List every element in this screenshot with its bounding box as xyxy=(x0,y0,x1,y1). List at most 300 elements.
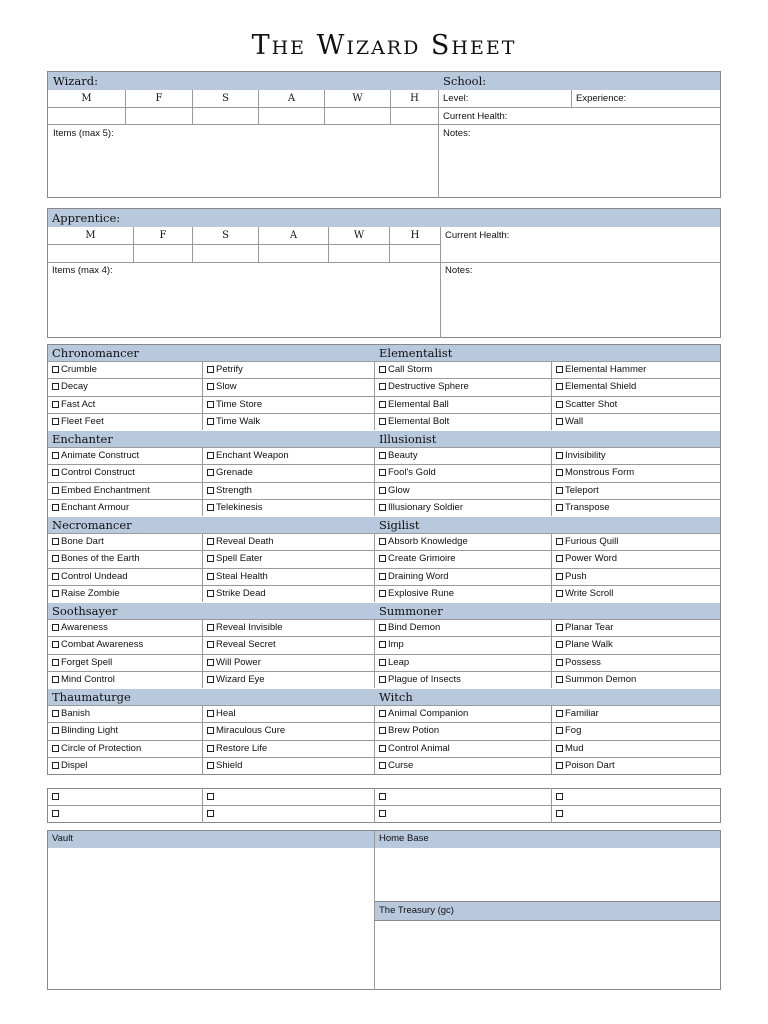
spell-label: Shield xyxy=(216,759,243,771)
spell-item[interactable] xyxy=(52,416,104,427)
spell-checkbox[interactable] xyxy=(207,418,214,425)
spell-col-line xyxy=(202,533,203,602)
spell-item[interactable] xyxy=(379,485,410,496)
school-name-elementalist: Elementalist xyxy=(379,346,453,360)
spell-item[interactable] xyxy=(52,450,139,461)
spell-checkbox[interactable] xyxy=(556,452,563,459)
spell-label: Explosive Rune xyxy=(388,587,455,599)
spell-label: Elemental Bolt xyxy=(388,415,450,427)
spell-item[interactable] xyxy=(207,725,285,736)
wizard-stats-line-1 xyxy=(47,107,439,108)
spell-row-line xyxy=(47,636,721,637)
spell-item[interactable] xyxy=(556,588,613,599)
spell-checkbox[interactable] xyxy=(52,573,59,580)
spell-label: Poison Dart xyxy=(565,759,615,771)
spell-checkbox[interactable] xyxy=(207,538,214,545)
spell-checkbox[interactable] xyxy=(379,366,386,373)
spell-item[interactable] xyxy=(207,502,262,513)
spell-item[interactable] xyxy=(556,399,617,410)
spell-label: Restore Life xyxy=(216,742,268,754)
spell-checkbox[interactable] xyxy=(207,573,214,580)
spell-item[interactable] xyxy=(52,399,95,410)
wizard-level-divider xyxy=(571,90,572,107)
school-name-summoner: Summoner xyxy=(379,604,443,618)
spell-label: Reveal Secret xyxy=(216,639,276,651)
spell-row-line xyxy=(47,447,721,448)
apprentice-stat-move: M xyxy=(85,230,96,241)
spell-item[interactable] xyxy=(207,622,283,633)
spell-item[interactable] xyxy=(207,639,276,650)
spell-item[interactable] xyxy=(556,674,636,685)
spell-item[interactable] xyxy=(207,485,252,496)
extra-spell-checkbox[interactable] xyxy=(52,810,59,817)
extra-spell-checkbox[interactable] xyxy=(52,793,59,800)
spell-item[interactable] xyxy=(207,708,236,719)
spell-label: Plane Walk xyxy=(565,639,613,651)
spell-checkbox[interactable] xyxy=(207,487,214,494)
spell-label: Mud xyxy=(565,742,584,754)
spell-col-line xyxy=(551,705,552,774)
spell-label: Crumble xyxy=(61,364,97,376)
spell-label: Call Storm xyxy=(388,364,433,376)
spell-label: Furious Quill xyxy=(565,536,619,548)
spell-item[interactable] xyxy=(379,622,440,633)
spell-checkbox[interactable] xyxy=(52,383,59,390)
spell-checkbox[interactable] xyxy=(52,641,59,648)
spell-checkbox[interactable] xyxy=(556,469,563,476)
spell-label: Dispel xyxy=(61,759,88,771)
spell-col-line xyxy=(551,361,552,430)
spell-item[interactable] xyxy=(207,674,265,685)
spell-col-line xyxy=(551,619,552,688)
spell-checkbox[interactable] xyxy=(207,383,214,390)
school-name-sigilist: Sigilist xyxy=(379,518,420,532)
spell-checkbox[interactable] xyxy=(52,624,59,631)
spell-checkbox[interactable] xyxy=(379,727,386,734)
wizard-stat-will: W xyxy=(352,93,363,104)
wizard-items-label: Items (max 5): xyxy=(53,128,114,139)
spell-item[interactable] xyxy=(379,450,418,461)
spell-item[interactable] xyxy=(52,485,150,496)
spell-label: Awareness xyxy=(61,622,108,634)
spell-checkbox[interactable] xyxy=(379,555,386,562)
spell-col-line xyxy=(374,447,375,516)
spell-checkbox[interactable] xyxy=(556,383,563,390)
spell-label: Animate Construct xyxy=(61,450,140,462)
spell-item[interactable] xyxy=(379,502,463,513)
spell-checkbox[interactable] xyxy=(379,504,386,511)
school-name-soothsayer: Soothsayer xyxy=(52,604,118,618)
spell-checkbox[interactable] xyxy=(52,469,59,476)
spell-label: Fog xyxy=(565,725,582,737)
spell-item[interactable] xyxy=(556,364,646,375)
apprentice-stat-health: H xyxy=(410,230,420,241)
spell-label: Combat Awareness xyxy=(61,639,144,651)
spell-label: Elemental Hammer xyxy=(565,364,647,376)
wizard-stat-armour: A xyxy=(287,93,296,104)
treasury-label: The Treasury (gc) xyxy=(379,905,454,916)
spell-label: Possess xyxy=(565,656,601,668)
spell-label: Summon Demon xyxy=(565,673,637,685)
spell-item[interactable] xyxy=(556,450,606,461)
spell-item[interactable] xyxy=(556,657,601,668)
spell-checkbox[interactable] xyxy=(207,727,214,734)
spell-item[interactable] xyxy=(52,502,129,513)
spell-item[interactable] xyxy=(556,760,615,771)
spell-checkbox[interactable] xyxy=(52,538,59,545)
spell-label: Circle of Protection xyxy=(61,742,142,754)
spell-checkbox[interactable] xyxy=(52,745,59,752)
school-name-thaumaturge: Thaumaturge xyxy=(52,690,131,704)
spell-item[interactable] xyxy=(379,467,436,478)
spell-item[interactable] xyxy=(207,381,237,392)
spell-checkbox[interactable] xyxy=(556,366,563,373)
spell-col-line xyxy=(374,361,375,430)
spell-label: Enchant Armour xyxy=(61,501,130,513)
apprentice-stat-armour: A xyxy=(289,230,298,241)
spell-checkbox[interactable] xyxy=(379,676,386,683)
school-name-witch: Witch xyxy=(379,690,413,704)
spell-checkbox[interactable] xyxy=(207,504,214,511)
spell-item[interactable] xyxy=(379,588,454,599)
spell-col-line xyxy=(374,533,375,602)
school-label: School: xyxy=(443,74,487,88)
spell-col-line xyxy=(374,619,375,688)
wizard-header-bar xyxy=(48,72,720,90)
school-name-enchanter: Enchanter xyxy=(52,432,113,446)
spell-label: Elemental Shield xyxy=(565,381,637,393)
spell-item[interactable] xyxy=(556,502,610,513)
spell-label: Banish xyxy=(61,708,91,720)
apprentice-stats-line-2 xyxy=(47,262,721,263)
spell-item[interactable] xyxy=(207,399,262,410)
spell-row-line xyxy=(47,757,721,758)
extra-spell-checkbox[interactable] xyxy=(379,793,386,800)
wizard-stat-move: M xyxy=(81,93,92,104)
spell-item[interactable] xyxy=(207,450,289,461)
spell-checkbox[interactable] xyxy=(379,418,386,425)
spell-checkbox[interactable] xyxy=(52,366,59,373)
spell-checkbox[interactable] xyxy=(379,383,386,390)
spell-item[interactable] xyxy=(52,553,140,564)
extra-spell-checkbox[interactable] xyxy=(556,810,563,817)
spell-checkbox[interactable] xyxy=(556,659,563,666)
spell-label: Mind Control xyxy=(61,673,115,685)
spell-label: Wizard Eye xyxy=(216,673,265,685)
spell-col-line xyxy=(202,619,203,688)
spell-item[interactable] xyxy=(379,416,449,427)
spell-label: Raise Zombie xyxy=(61,587,120,599)
spell-checkbox[interactable] xyxy=(52,659,59,666)
spell-checkbox[interactable] xyxy=(379,469,386,476)
spell-item[interactable] xyxy=(207,588,266,599)
wizard-panel xyxy=(47,71,721,198)
spell-item[interactable] xyxy=(556,571,587,582)
spell-item[interactable] xyxy=(207,571,268,582)
spell-label: Bind Demon xyxy=(388,622,441,634)
spell-checkbox[interactable] xyxy=(207,676,214,683)
spell-row-line xyxy=(47,722,721,723)
spell-item[interactable] xyxy=(379,760,413,771)
spell-checkbox[interactable] xyxy=(207,745,214,752)
spell-checkbox[interactable] xyxy=(207,452,214,459)
spell-checkbox[interactable] xyxy=(556,624,563,631)
extra-spell-checkbox[interactable] xyxy=(207,793,214,800)
apprentice-stat-fight: F xyxy=(159,230,167,241)
spell-item[interactable] xyxy=(379,674,461,685)
spell-checkbox[interactable] xyxy=(207,590,214,597)
spell-checkbox[interactable] xyxy=(556,762,563,769)
spell-label: Leap xyxy=(388,656,410,668)
spell-col-line xyxy=(202,447,203,516)
spell-item[interactable] xyxy=(52,760,87,771)
spell-checkbox[interactable] xyxy=(379,659,386,666)
spell-item[interactable] xyxy=(52,674,115,685)
spell-col-line xyxy=(202,705,203,774)
spell-row-line xyxy=(47,568,721,569)
spell-checkbox[interactable] xyxy=(52,452,59,459)
spell-checkbox[interactable] xyxy=(556,555,563,562)
spell-label: Glow xyxy=(388,484,410,496)
wizard-level-label: Level: xyxy=(443,93,469,104)
spell-checkbox[interactable] xyxy=(379,745,386,752)
spell-item[interactable] xyxy=(379,399,449,410)
spell-item[interactable] xyxy=(556,708,599,719)
spell-item[interactable] xyxy=(52,536,104,547)
extra-spell-checkbox[interactable] xyxy=(556,793,563,800)
spell-label: Absorb Knowledge xyxy=(388,536,468,548)
spell-checkbox[interactable] xyxy=(556,504,563,511)
spell-item[interactable] xyxy=(379,639,404,650)
spell-item[interactable] xyxy=(556,416,583,427)
extra-spell-checkbox[interactable] xyxy=(207,810,214,817)
wizard-health-label: Current Health: xyxy=(443,111,508,122)
spell-item[interactable] xyxy=(52,708,90,719)
spell-item[interactable] xyxy=(52,657,112,668)
spell-checkbox[interactable] xyxy=(207,555,214,562)
spell-row-line xyxy=(47,499,721,500)
spell-checkbox[interactable] xyxy=(52,590,59,597)
spell-item[interactable] xyxy=(207,467,253,478)
spell-item[interactable] xyxy=(379,708,468,719)
spell-row-line xyxy=(47,585,721,586)
spell-item[interactable] xyxy=(207,536,274,547)
spell-row-line xyxy=(47,550,721,551)
apprentice-label: Apprentice: xyxy=(52,211,121,225)
spell-checkbox[interactable] xyxy=(556,727,563,734)
apprentice-health-label: Current Health: xyxy=(445,230,510,241)
spell-item[interactable] xyxy=(52,622,108,633)
spell-label: Fool's Gold xyxy=(388,467,436,479)
wizard-label: Wizard: xyxy=(53,74,98,88)
spell-label: Decay xyxy=(61,381,88,393)
spell-checkbox[interactable] xyxy=(379,487,386,494)
spell-checkbox[interactable] xyxy=(379,762,386,769)
wizard-stat-health: H xyxy=(410,93,419,104)
spell-item[interactable] xyxy=(556,485,599,496)
spell-row-line xyxy=(47,619,721,620)
spell-col-line xyxy=(202,361,203,430)
spell-checkbox[interactable] xyxy=(556,676,563,683)
extra-spells-col xyxy=(374,788,375,823)
spell-label: Fleet Feet xyxy=(61,415,104,427)
spell-checkbox[interactable] xyxy=(379,538,386,545)
spell-label: Teleport xyxy=(565,484,599,496)
wizard-notes-label: Notes: xyxy=(443,128,471,139)
school-name-chronomancer: Chronomancer xyxy=(52,346,139,360)
spell-checkbox[interactable] xyxy=(52,504,59,511)
spell-label: Spell Eater xyxy=(216,553,263,565)
spell-checkbox[interactable] xyxy=(556,538,563,545)
spell-checkbox[interactable] xyxy=(556,641,563,648)
spell-label: Slow xyxy=(216,381,237,393)
spell-checkbox[interactable] xyxy=(379,573,386,580)
spell-row-line xyxy=(47,482,721,483)
spell-label: Animal Companion xyxy=(388,708,469,720)
school-name-illusionist: Illusionist xyxy=(379,432,437,446)
wizard-experience-label: Experience: xyxy=(576,93,627,104)
spell-checkbox[interactable] xyxy=(207,366,214,373)
spell-checkbox[interactable] xyxy=(207,401,214,408)
spell-label: Draining Word xyxy=(388,570,449,582)
spell-col-line xyxy=(551,447,552,516)
spell-label: Grenade xyxy=(216,467,253,479)
spell-item[interactable] xyxy=(556,743,583,754)
spell-item[interactable] xyxy=(556,553,617,564)
spell-label: Illusionary Soldier xyxy=(388,501,463,513)
spell-label: Curse xyxy=(388,759,414,771)
extra-spell-checkbox[interactable] xyxy=(379,810,386,817)
spell-label: Monstrous Form xyxy=(565,467,635,479)
spell-item[interactable] xyxy=(556,639,613,650)
spell-item[interactable] xyxy=(52,571,128,582)
wizard-stats-line-2 xyxy=(47,124,721,125)
spell-item[interactable] xyxy=(379,571,449,582)
spell-checkbox[interactable] xyxy=(52,418,59,425)
spell-row-line xyxy=(47,533,721,534)
spell-label: Miraculous Cure xyxy=(216,725,286,737)
apprentice-stat-will: W xyxy=(353,230,365,241)
spell-checkbox[interactable] xyxy=(52,762,59,769)
spell-item[interactable] xyxy=(379,553,456,564)
spell-checkbox[interactable] xyxy=(52,555,59,562)
spell-checkbox[interactable] xyxy=(379,590,386,597)
spell-checkbox[interactable] xyxy=(207,762,214,769)
spell-label: Embed Enchantment xyxy=(61,484,150,496)
spell-checkbox[interactable] xyxy=(52,401,59,408)
spell-checkbox[interactable] xyxy=(379,641,386,648)
spell-item[interactable] xyxy=(52,639,143,650)
spell-checkbox[interactable] xyxy=(379,401,386,408)
spell-item[interactable] xyxy=(379,536,468,547)
vault-label: Vault xyxy=(52,833,73,844)
spell-row-line xyxy=(47,740,721,741)
spell-checkbox[interactable] xyxy=(556,418,563,425)
spell-label: Heal xyxy=(216,708,236,720)
spell-item[interactable] xyxy=(379,381,469,392)
apprentice-notes-label: Notes: xyxy=(445,265,473,276)
spell-label: Strike Dead xyxy=(216,587,266,599)
spell-item[interactable] xyxy=(207,364,243,375)
spell-checkbox[interactable] xyxy=(556,590,563,597)
spell-item[interactable] xyxy=(556,725,581,736)
spell-item[interactable] xyxy=(207,760,242,771)
spell-label: Destructive Sphere xyxy=(388,381,469,393)
spell-col-line xyxy=(551,533,552,602)
spell-item[interactable] xyxy=(556,536,618,547)
spell-checkbox[interactable] xyxy=(207,624,214,631)
spell-checkbox[interactable] xyxy=(379,710,386,717)
home-base-label: Home Base xyxy=(379,833,429,844)
spell-label: Time Store xyxy=(216,398,263,410)
spell-checkbox[interactable] xyxy=(207,659,214,666)
spell-checkbox[interactable] xyxy=(52,487,59,494)
spell-label: Will Power xyxy=(216,656,261,668)
spell-row-line xyxy=(47,396,721,397)
spell-item[interactable] xyxy=(52,467,135,478)
spell-label: Bones of the Earth xyxy=(61,553,140,565)
spell-item[interactable] xyxy=(556,467,634,478)
spell-checkbox[interactable] xyxy=(379,452,386,459)
spell-checkbox[interactable] xyxy=(207,710,214,717)
spell-checkbox[interactable] xyxy=(52,676,59,683)
spell-checkbox[interactable] xyxy=(556,710,563,717)
spell-label: Invisibility xyxy=(565,450,606,462)
spell-item[interactable] xyxy=(52,743,141,754)
spell-item[interactable] xyxy=(207,416,260,427)
school-name-necromancer: Necromancer xyxy=(52,518,132,532)
spell-item[interactable] xyxy=(556,622,613,633)
spell-label: Brew Potion xyxy=(388,725,440,737)
wizard-stat-fight: F xyxy=(155,93,163,104)
spell-checkbox[interactable] xyxy=(207,469,214,476)
spell-item[interactable] xyxy=(379,364,432,375)
spell-label: Time Walk xyxy=(216,415,261,427)
spell-checkbox[interactable] xyxy=(207,641,214,648)
page-title: The Wizard Sheet xyxy=(251,30,517,61)
spell-item[interactable] xyxy=(52,725,118,736)
spell-item[interactable] xyxy=(52,588,120,599)
spell-row-line xyxy=(47,705,721,706)
spell-checkbox[interactable] xyxy=(556,401,563,408)
spell-label: Strength xyxy=(216,484,252,496)
spell-checkbox[interactable] xyxy=(556,573,563,580)
extra-spells-col xyxy=(202,788,203,823)
spell-label: Transpose xyxy=(565,501,610,513)
spell-checkbox[interactable] xyxy=(556,487,563,494)
spell-checkbox[interactable] xyxy=(52,710,59,717)
spell-item[interactable] xyxy=(52,364,97,375)
spell-checkbox[interactable] xyxy=(556,745,563,752)
spell-item[interactable] xyxy=(379,657,409,668)
spell-item[interactable] xyxy=(52,381,88,392)
spell-item[interactable] xyxy=(379,743,450,754)
spell-item[interactable] xyxy=(379,725,439,736)
spell-checkbox[interactable] xyxy=(52,727,59,734)
spell-label: Planar Tear xyxy=(565,622,614,634)
spell-row-line xyxy=(47,671,721,672)
spell-checkbox[interactable] xyxy=(379,624,386,631)
spell-label: Familiar xyxy=(565,708,599,720)
spell-item[interactable] xyxy=(556,381,636,392)
spell-item[interactable] xyxy=(207,553,262,564)
spell-item[interactable] xyxy=(207,743,267,754)
spell-label: Control Construct xyxy=(61,467,135,479)
wizard-stat-shoot: S xyxy=(222,93,229,104)
spell-label: Telekinesis xyxy=(216,501,263,513)
spell-label: Petrify xyxy=(216,364,243,376)
spell-item[interactable] xyxy=(207,657,261,668)
